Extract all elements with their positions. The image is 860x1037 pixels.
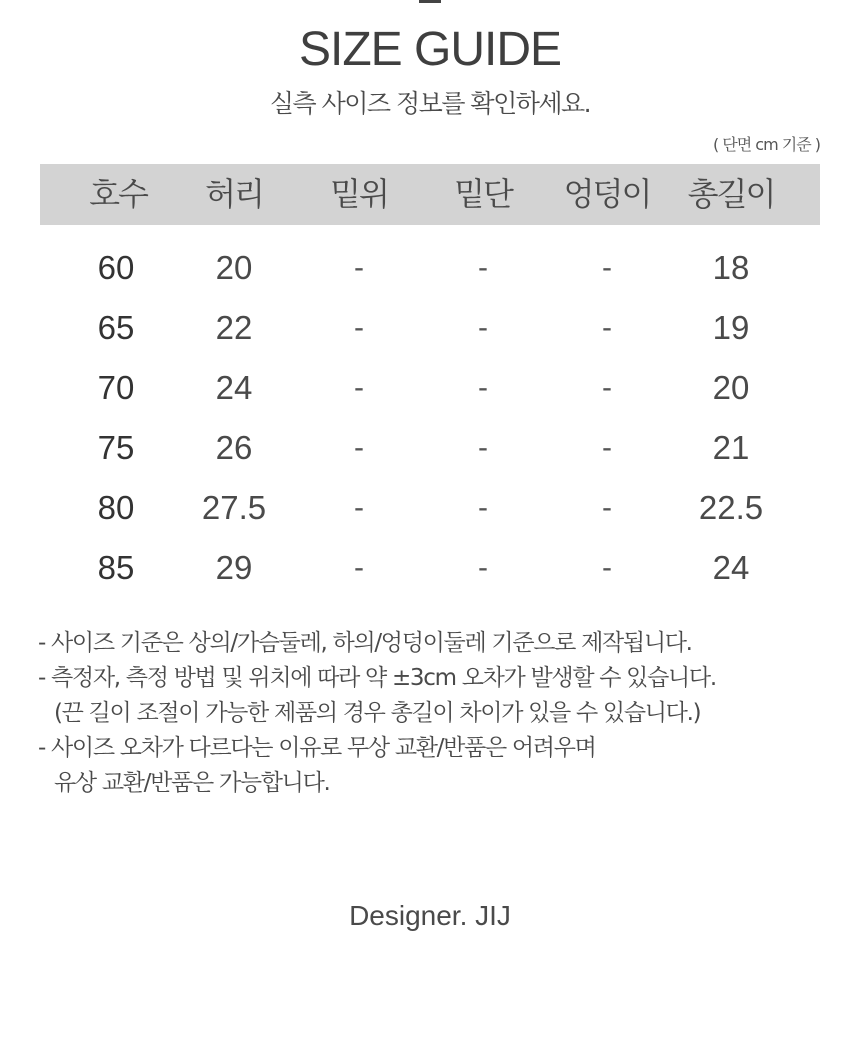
note-measurement-error: - 측정자, 측정 방법 및 위치에 따라 약 ±3cm 오차가 발생할 수 있습니다. xyxy=(38,665,716,691)
cell-rise: - xyxy=(354,311,364,344)
measurement-basis-note: ( 단면 cm 기준 ) xyxy=(712,135,820,154)
note-paid-exchange: 유상 교환/반품은 가능합니다. xyxy=(54,770,330,796)
cell-hip: - xyxy=(602,251,612,284)
table-row xyxy=(40,478,820,538)
cell-size: 75 xyxy=(97,429,135,466)
size-notes xyxy=(38,626,838,801)
header-hip: 엉덩이 xyxy=(563,175,651,213)
cell-rise: - xyxy=(354,251,364,284)
cell-hip: - xyxy=(602,551,612,584)
note-strap-adjustment: (끈 길이 조절이 가능한 제품의 경우 총길이 차이가 있을 수 있습니다.) xyxy=(54,700,701,726)
cell-rise: - xyxy=(354,431,364,464)
cell-hem: - xyxy=(478,491,488,524)
cell-hip: - xyxy=(602,311,612,344)
size-table-header xyxy=(40,164,820,225)
note-size-basis: - 사이즈 기준은 상의/가슴둘레, 하의/엉덩이둘레 기준으로 제작됩니다. xyxy=(38,630,692,656)
cell-waist: 22 xyxy=(215,309,253,346)
cell-rise: - xyxy=(354,551,364,584)
header-hem: 밑단 xyxy=(454,175,512,213)
top-divider-mark xyxy=(419,0,441,3)
note-exchange-policy: - 사이즈 오차가 다르다는 이유로 무상 교환/반품은 어려우며 xyxy=(38,735,596,761)
page-title: SIZE GUIDE xyxy=(298,23,562,76)
designer-credit: Designer. JIJ xyxy=(349,900,511,931)
cell-hip: - xyxy=(602,491,612,524)
cell-total-length: 18 xyxy=(712,249,750,286)
cell-hem: - xyxy=(478,251,488,284)
cell-rise: - xyxy=(354,371,364,404)
cell-total-length: 22.5 xyxy=(698,489,764,526)
cell-waist: 24 xyxy=(215,369,253,406)
cell-hip: - xyxy=(602,371,612,404)
table-row xyxy=(40,538,820,598)
cell-hem: - xyxy=(478,431,488,464)
header-waist: 허리 xyxy=(205,175,263,213)
cell-hem: - xyxy=(478,551,488,584)
cell-size: 60 xyxy=(97,249,135,286)
header-total-length: 총길이 xyxy=(687,175,775,213)
table-row xyxy=(40,418,820,478)
cell-waist: 26 xyxy=(215,429,253,466)
page-subtitle: 실측 사이즈 정보를 확인하세요. xyxy=(269,89,591,118)
cell-waist: 27.5 xyxy=(201,489,267,526)
cell-size: 85 xyxy=(97,549,135,586)
cell-size: 65 xyxy=(97,309,135,346)
cell-waist: 29 xyxy=(215,549,253,586)
cell-hem: - xyxy=(478,371,488,404)
table-row xyxy=(40,358,820,418)
cell-size: 70 xyxy=(97,369,135,406)
cell-waist: 20 xyxy=(215,249,253,286)
cell-total-length: 21 xyxy=(712,429,750,466)
table-row xyxy=(40,298,820,358)
cell-total-length: 20 xyxy=(712,369,750,406)
header-rise: 밑위 xyxy=(330,175,388,213)
cell-size: 80 xyxy=(97,489,135,526)
cell-total-length: 24 xyxy=(712,549,750,586)
header-size: 호수 xyxy=(89,175,147,213)
cell-hip: - xyxy=(602,431,612,464)
cell-rise: - xyxy=(354,491,364,524)
cell-hem: - xyxy=(478,311,488,344)
cell-total-length: 19 xyxy=(712,309,750,346)
table-row xyxy=(40,238,820,298)
